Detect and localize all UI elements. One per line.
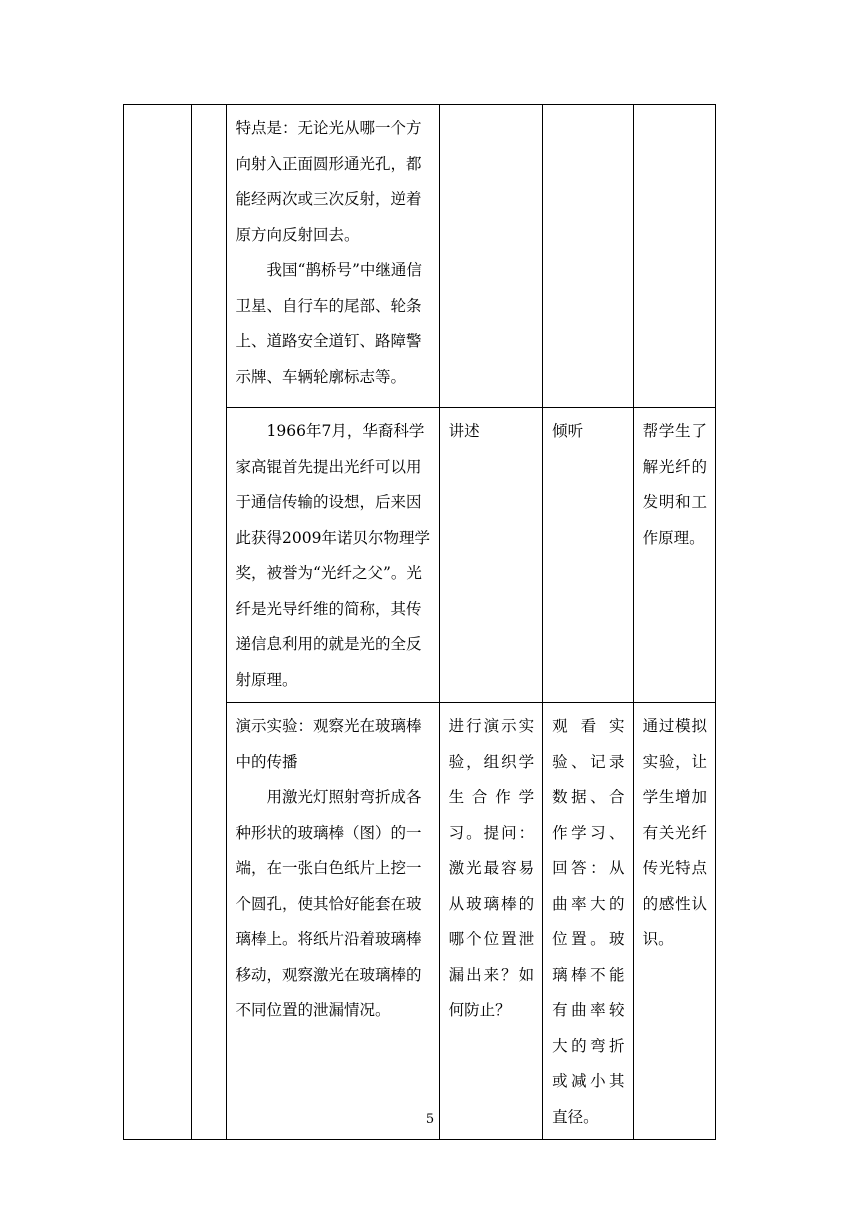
content-paragraph: 我国“鹊桥号”中继通信卫星、自行车的尾部、轮条上、道路安全道钉、路障警示牌、车辆轮廓标志等。 — [235, 261, 422, 386]
content-paragraph: 演示实验：观察光在玻璃棒中的传播 — [235, 717, 422, 771]
student-activity-text: 观看实验、记录数据、合作学习、回答：从曲率大的位置。玻璃棒不能有曲率较大的弯折或减小其直径。 — [552, 717, 625, 1126]
stage-cell — [124, 105, 192, 1140]
page-number: 5 — [425, 1112, 435, 1127]
time-cell — [192, 105, 226, 1140]
design-intent-cell — [633, 408, 715, 703]
teacher-activity-text: 进行演示实验，组织学生合作学习。提问：激光最容易从玻璃棒的哪个位置泄漏出来？如何防止？ — [448, 717, 535, 1019]
design-intent-cell — [633, 703, 715, 1140]
content-cell — [226, 105, 439, 408]
teacher-activity-cell — [439, 105, 543, 408]
student-activity-cell — [543, 408, 633, 703]
teacher-activity-cell — [439, 703, 543, 1140]
teacher-activity-text: 讲述 — [448, 422, 480, 440]
table-row — [124, 105, 716, 408]
teacher-activity-cell — [439, 408, 543, 703]
design-intent-cell — [633, 105, 715, 408]
student-activity-text: 倾听 — [552, 422, 584, 440]
content-paragraph: 用激光灯照射弯折成各种形状的玻璃棒（图）的一端，在一张白色纸片上挖一个圆孔，使其恰好能套在玻璃棒上。将纸片沿着玻璃棒移动，观察激光在玻璃棒的不同位置的泄漏情况。 — [235, 788, 422, 1019]
student-activity-cell — [543, 105, 633, 408]
lesson-table — [123, 104, 716, 1140]
content-cell — [226, 703, 439, 1140]
design-intent-text: 通过模拟实验，让学生增加有关光纤传光特点的感性认识。 — [642, 717, 707, 948]
content-cell — [226, 408, 439, 703]
design-intent-text: 帮学生了解光纤的发明和工作原理。 — [642, 422, 707, 547]
student-activity-cell — [543, 703, 633, 1140]
content-paragraph: 1966年7月，华裔科学家高锟首先提出光纤可以用于通信传输的设想，后来因此获得2009年诺贝尔物理学奖，被誉为“光纤之父”。光纤是光导纤维的简称，其传递信息利用的就是光的全反射原理。 — [235, 422, 430, 689]
content-paragraph: 特点是：无论光从哪一个方向射入正面圆形通光孔，都能经两次或三次反射，逆着原方向反射回去。 — [235, 119, 422, 244]
